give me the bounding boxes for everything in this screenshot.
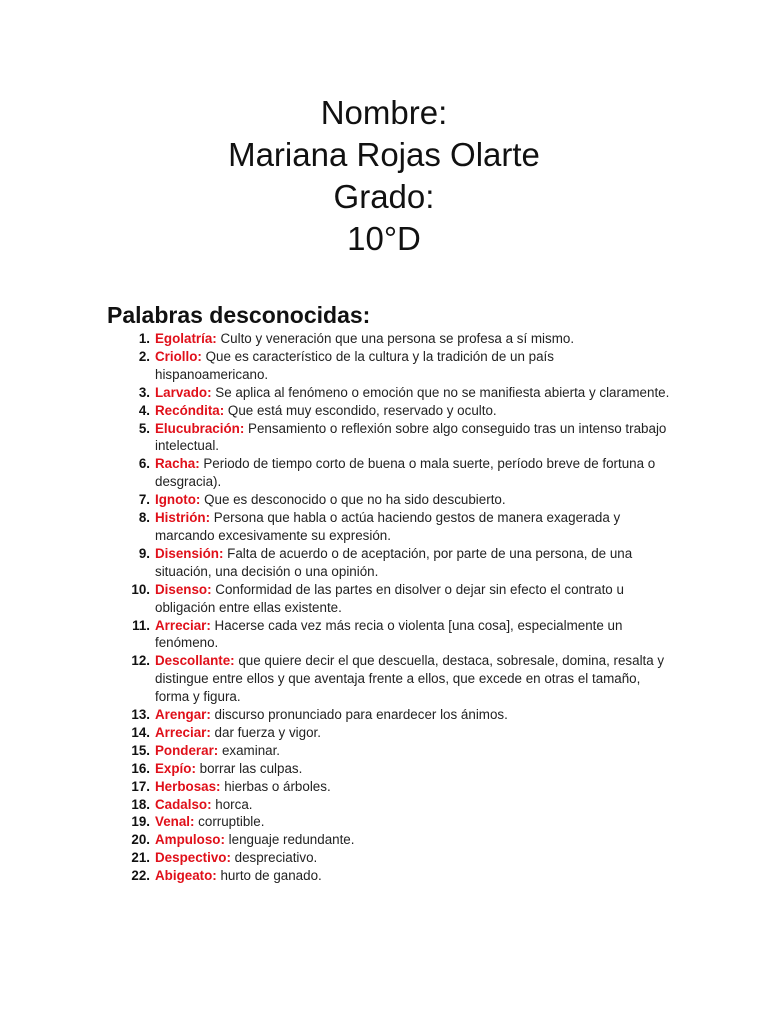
list-item-term: Egolatría: — [155, 331, 217, 346]
list-item-number: 10. — [131, 581, 150, 597]
list-item — [110, 581, 670, 617]
list-item-definition: corruptible. — [194, 814, 265, 830]
list-item-definition: Se aplica al fenómeno o emoción que no se manifiesta abierta y claramente. — [211, 384, 670, 400]
list-item — [110, 455, 670, 491]
list-item-term: Disensión: — [155, 545, 224, 561]
list-item-definition: Hacerse cada vez más recia o violenta [una cosa], especialmente un fenómeno. — [155, 617, 623, 651]
list-item-term: Racha: — [155, 456, 200, 472]
list-item-definition: Conformidad de las partes en disolver o dejar sin efecto el contrato u obligación entre ellas existente. — [155, 581, 624, 615]
list-item-number: 5. — [138, 420, 150, 436]
list-item-term: Criollo: — [155, 348, 202, 364]
list-item — [110, 420, 670, 456]
list-item-definition: despreciativo. — [230, 850, 318, 866]
list-item-term: Despectivo: — [155, 850, 231, 866]
list-item-term: Cadalso: — [155, 796, 212, 812]
list-item-definition: hierbas o árboles. — [220, 778, 331, 794]
list-item-definition: hurto de ganado. — [216, 868, 322, 884]
list-item — [110, 778, 670, 796]
list-item-term: Herbosas: — [155, 778, 221, 794]
list-item-number: 4. — [138, 402, 150, 418]
list-item-definition: discurso pronunciado para enardecer los ánimos. — [210, 707, 508, 723]
list-item-definition: que quiere decir el que descuella, destaca, sobresale, domina, resalta y distingue entre ellos y que aventaja frente a ellos, que excede en otras el tamaño, forma y figura. — [155, 653, 665, 705]
list-item — [110, 509, 670, 545]
list-item — [110, 724, 670, 742]
list-item — [110, 796, 670, 814]
vocabulary-list — [110, 330, 670, 885]
list-item-number: 9. — [138, 545, 150, 561]
list-item-number: 17. — [131, 778, 150, 794]
list-item-term: Abigeato: — [155, 868, 217, 884]
list-item-term: Ampuloso: — [155, 832, 225, 848]
list-item — [110, 384, 670, 402]
grade-value: 10°D — [347, 220, 421, 257]
list-item-definition: Que es desconocido o que no ha sido descubierto. — [200, 492, 506, 508]
list-item-definition: Periodo de tiempo corto de buena o mala suerte, período breve de fortuna o desgracia). — [155, 456, 656, 490]
student-name: Mariana Rojas Olarte — [228, 136, 540, 173]
list-item — [110, 545, 670, 581]
list-item-definition: Persona que habla o actúa haciendo gestos de manera exagerada y marcando excesivamente su expresión. — [155, 510, 621, 543]
list-item-term: Elucubración: — [155, 420, 245, 436]
list-item-term: Venal: — [155, 814, 195, 830]
list-item-number: 21. — [131, 850, 150, 866]
list-item-number: 16. — [131, 760, 150, 776]
list-item-term: Arengar: — [155, 707, 211, 723]
section-title: Palabras desconocidas: — [107, 302, 371, 328]
list-item-number: 8. — [138, 510, 150, 526]
list-item — [110, 330, 670, 348]
list-item-term: Recóndita: — [155, 402, 225, 418]
list-item-term: Disenso: — [155, 581, 212, 597]
list-item — [110, 831, 670, 849]
list-item-term: Arreciar: — [155, 617, 211, 633]
list-item-definition: Falta de acuerdo o de aceptación, por parte de una persona, de una situación, una decisión o una opinión. — [155, 545, 633, 579]
document-header — [0, 92, 768, 260]
list-item-number: 13. — [131, 707, 150, 723]
list-item-definition: Que es característico de la cultura y la tradición de un país hispanoamericano. — [155, 348, 554, 382]
list-item — [110, 849, 670, 867]
list-item-definition: examinar. — [218, 742, 281, 758]
list-item-term: Ignoto: — [155, 492, 201, 508]
list-item-number: 6. — [138, 456, 150, 472]
list-item-term: Expío: — [155, 760, 196, 776]
list-item-term: Histrión: — [155, 510, 211, 526]
list-item — [110, 348, 670, 384]
list-item-number: 2. — [138, 348, 150, 364]
list-item — [110, 867, 670, 885]
list-item-number: 15. — [131, 742, 150, 758]
list-item — [110, 706, 670, 724]
list-item-number: 12. — [131, 653, 150, 669]
list-item — [110, 617, 670, 653]
list-item — [110, 491, 670, 509]
list-item-definition: Culto y veneración que una persona se profesa a sí mismo. — [216, 331, 575, 346]
list-item — [110, 742, 670, 760]
list-item-term: Larvado: — [155, 384, 212, 400]
list-item-number: 7. — [138, 492, 150, 508]
list-item-definition: lenguaje redundante. — [224, 832, 355, 848]
list-item-number: 19. — [131, 814, 150, 830]
list-item — [110, 652, 670, 706]
list-item-term: Ponderar: — [155, 742, 219, 758]
list-item — [110, 760, 670, 778]
name-label: Nombre: — [320, 94, 448, 131]
list-item-number: 3. — [138, 384, 150, 400]
list-item-definition: dar fuerza y vigor. — [210, 724, 321, 740]
list-item-definition: horca. — [211, 796, 253, 812]
list-item-definition: Que está muy escondido, reservado y oculto. — [224, 402, 497, 418]
list-item-number: 22. — [131, 868, 150, 884]
list-item — [110, 813, 670, 831]
list-item-number: 11. — [132, 617, 150, 633]
list-item — [110, 402, 670, 420]
list-item-term: Descollante: — [155, 653, 235, 669]
list-item-term: Arreciar: — [155, 724, 211, 740]
list-item-definition: Pensamiento o reflexión sobre algo conseguido tras un intenso trabajo intelectual. — [155, 420, 667, 454]
list-item-number: 18. — [131, 796, 150, 812]
list-item-number: 20. — [131, 832, 150, 848]
list-item-definition: borrar las culpas. — [195, 760, 303, 776]
grade-label: Grado: — [333, 178, 435, 215]
list-item-number: 14. — [131, 724, 150, 740]
list-item-number: 1. — [138, 331, 150, 346]
